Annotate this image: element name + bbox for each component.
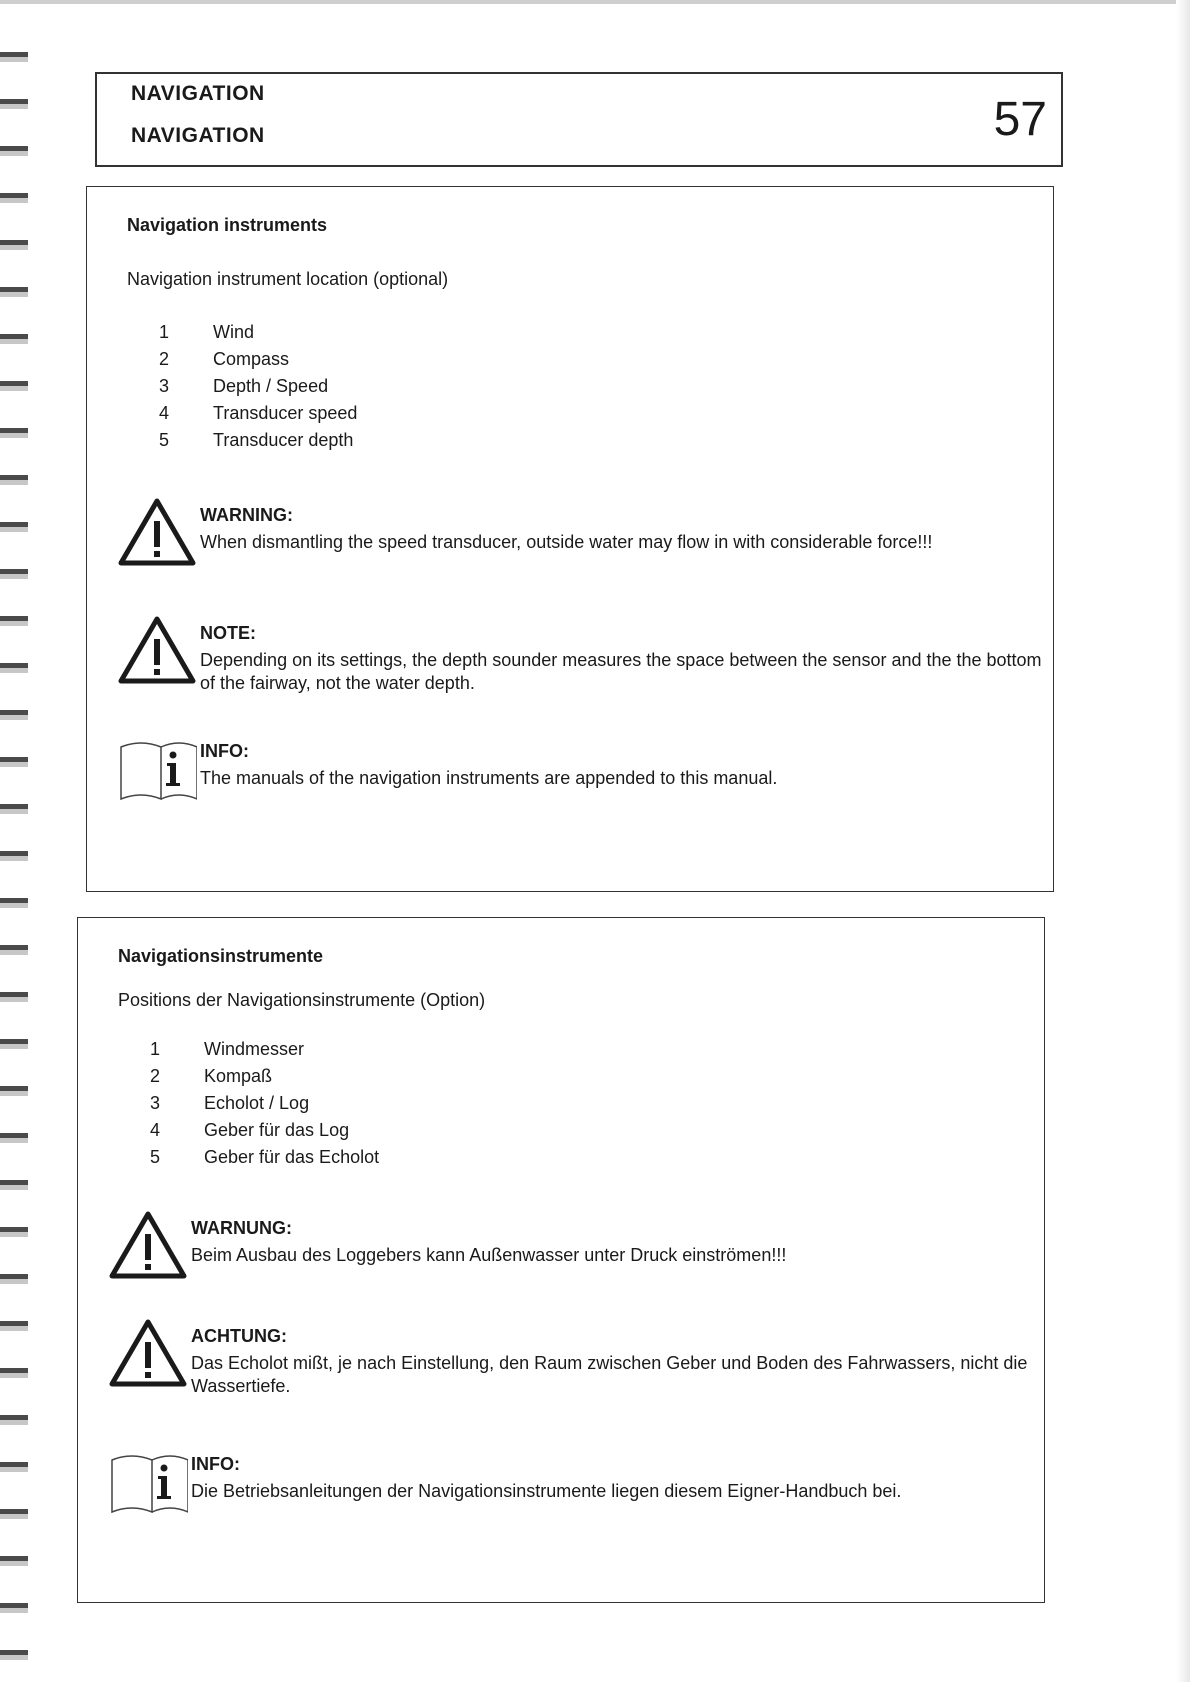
warning-triangle-icon [108, 1210, 188, 1282]
section-heading: Navigationsinstrumente [118, 946, 324, 966]
section-english [86, 186, 1054, 892]
info-block [108, 1446, 1028, 1526]
list-item: 4 Transducer speed [159, 403, 358, 423]
section-heading: Navigation instruments [127, 215, 328, 235]
warning-title: WARNUNG: [191, 1218, 292, 1238]
info-title: INFO: [200, 741, 249, 761]
warning-block [108, 1210, 1028, 1290]
list-item: 5 Transducer depth [159, 430, 354, 450]
info-book-icon [117, 733, 197, 805]
list-item: 2 Kompaß [150, 1066, 273, 1086]
note-block [117, 615, 1042, 695]
warning-triangle-icon [117, 497, 197, 569]
note-title: ACHTUNG: [191, 1326, 287, 1346]
note-text: Depending on its settings, the depth sounder measures the space between the sensor and the the bottom of the fairway, not the water depth. [200, 650, 1042, 693]
page-number: 57 [993, 93, 1047, 146]
header-title-en: NAVIGATION [131, 82, 265, 105]
section-subtitle: Navigation instrument location (optional) [127, 269, 449, 289]
caution-triangle-icon [108, 1318, 188, 1390]
info-text: Die Betriebsanleitungen der Navigationsinstrumente liegen diesem Eigner-Handbuch bei. [191, 1481, 902, 1501]
section-german [77, 917, 1045, 1603]
warning-text: Beim Ausbau des Loggebers kann Außenwasser unter Druck einströmen!!! [191, 1245, 787, 1265]
warning-block [117, 497, 1037, 577]
page-right-edge [1176, 0, 1190, 1682]
warning-text: When dismantling the speed transducer, outside water may flow in with considerable force!!! [200, 532, 933, 552]
note-block [108, 1318, 1028, 1398]
list-item: 3 Echolot / Log [150, 1093, 310, 1113]
list-item: 4 Geber für das Log [150, 1120, 350, 1140]
note-title: NOTE: [200, 623, 256, 643]
list-item: 3 Depth / Speed [159, 376, 329, 396]
spiral-binding [0, 30, 28, 1660]
page-header [95, 72, 1063, 167]
info-block [117, 733, 1037, 813]
note-text: Das Echolot mißt, je nach Einstellung, den Raum zwischen Geber und Boden des Fahrwassers, nicht die Wassertiefe. [191, 1353, 1028, 1396]
list-item: 1 Wind [159, 322, 255, 342]
list-item: 1 Windmesser [150, 1039, 305, 1059]
info-title: INFO: [191, 1454, 240, 1474]
info-book-icon [108, 1446, 188, 1518]
section-subtitle: Positions der Navigationsinstrumente (Option) [118, 990, 486, 1010]
warning-title: WARNING: [200, 505, 293, 525]
info-text: The manuals of the navigation instruments are appended to this manual. [200, 768, 778, 788]
instrument-list [150, 1036, 379, 1171]
list-item: 2 Compass [159, 349, 290, 369]
list-item: 5 Geber für das Echolot [150, 1147, 380, 1167]
instrument-list [159, 319, 357, 454]
caution-triangle-icon [117, 615, 197, 687]
page-top-edge [0, 0, 1190, 4]
header-title-de: NAVIGATION [131, 124, 265, 147]
